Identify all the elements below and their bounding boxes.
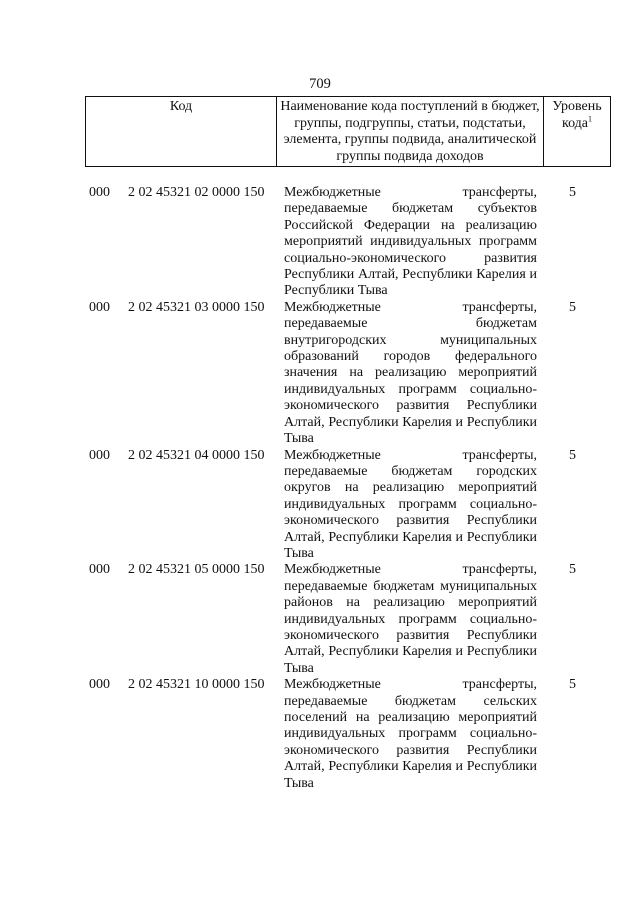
row-code: 2 02 45321 02 0000 150 bbox=[128, 185, 265, 200]
header-level bbox=[544, 97, 611, 167]
header-code-label: Код bbox=[169, 99, 193, 114]
table-row bbox=[85, 185, 606, 300]
row-prefix: 000 bbox=[89, 447, 110, 463]
row-name: Межбюджетные трансферты, передаваемые бюджетам сельских поселений на реализацию мероприятий индивидуальных программ социально-экономического развития Республики Алтай, Республики Карелия и Республики Тыва bbox=[284, 677, 537, 791]
row-code: 2 02 45321 05 0000 150 bbox=[128, 562, 265, 578]
table-row bbox=[85, 677, 606, 792]
footnote-marker: 1 bbox=[588, 113, 593, 123]
row-level: 5 bbox=[569, 677, 576, 693]
header-name-label: Наименование кода поступлений в бюджет, группы, подгруппы, статьи, подстатьи, элемента, группы подвида, аналитической группы подвида доходов bbox=[280, 99, 540, 164]
row-name: Межбюджетные трансферты, передаваемые бюджетам субъектов Российской Федерации на реализацию мероприятий индивидуальных программ социально-экономического развития Республики Алтай, Республики Карелия и Республики Тыва bbox=[284, 185, 537, 299]
row-level: 5 bbox=[569, 447, 576, 463]
header-name bbox=[277, 97, 544, 167]
row-name: Межбюджетные трансферты, передаваемые бюджетам городских округов на реализацию мероприятий индивидуальных программ социально-экономического развития Республики Алтай, Республики Карелия и Республики Тыва bbox=[284, 447, 537, 561]
row-prefix: 000 bbox=[89, 677, 110, 693]
table-row bbox=[85, 448, 606, 563]
header-level-label: Уровень кода bbox=[552, 99, 602, 131]
row-prefix: 000 bbox=[89, 299, 110, 315]
table-row bbox=[85, 562, 606, 677]
table-body bbox=[85, 185, 606, 792]
row-name: Межбюджетные трансферты, передаваемые бюджетам муниципальных районов на реализацию мероприятий индивидуальных программ социально-экономического развития Республики Алтай, Республики Карелия и Республики Тыва bbox=[284, 562, 537, 676]
row-level: 5 bbox=[569, 185, 576, 200]
row-code: 2 02 45321 10 0000 150 bbox=[128, 677, 265, 693]
table-header bbox=[85, 96, 611, 167]
header-code bbox=[86, 97, 277, 167]
row-code: 2 02 45321 03 0000 150 bbox=[128, 299, 265, 315]
row-code: 2 02 45321 04 0000 150 bbox=[128, 447, 265, 463]
page-number: 709 bbox=[309, 76, 331, 92]
row-level: 5 bbox=[569, 562, 576, 578]
row-name: Межбюджетные трансферты, передаваемые бюджетам внутригородских муниципальных образований городов федерального значения на реализацию мероприятий индивидуальных программ социально-экономического развития Республики Алтай, Республики Карелия и Республики Тыва bbox=[284, 299, 537, 447]
row-prefix: 000 bbox=[89, 562, 110, 578]
table-row bbox=[85, 300, 606, 448]
row-prefix: 000 bbox=[89, 185, 110, 200]
row-level: 5 bbox=[569, 299, 576, 315]
